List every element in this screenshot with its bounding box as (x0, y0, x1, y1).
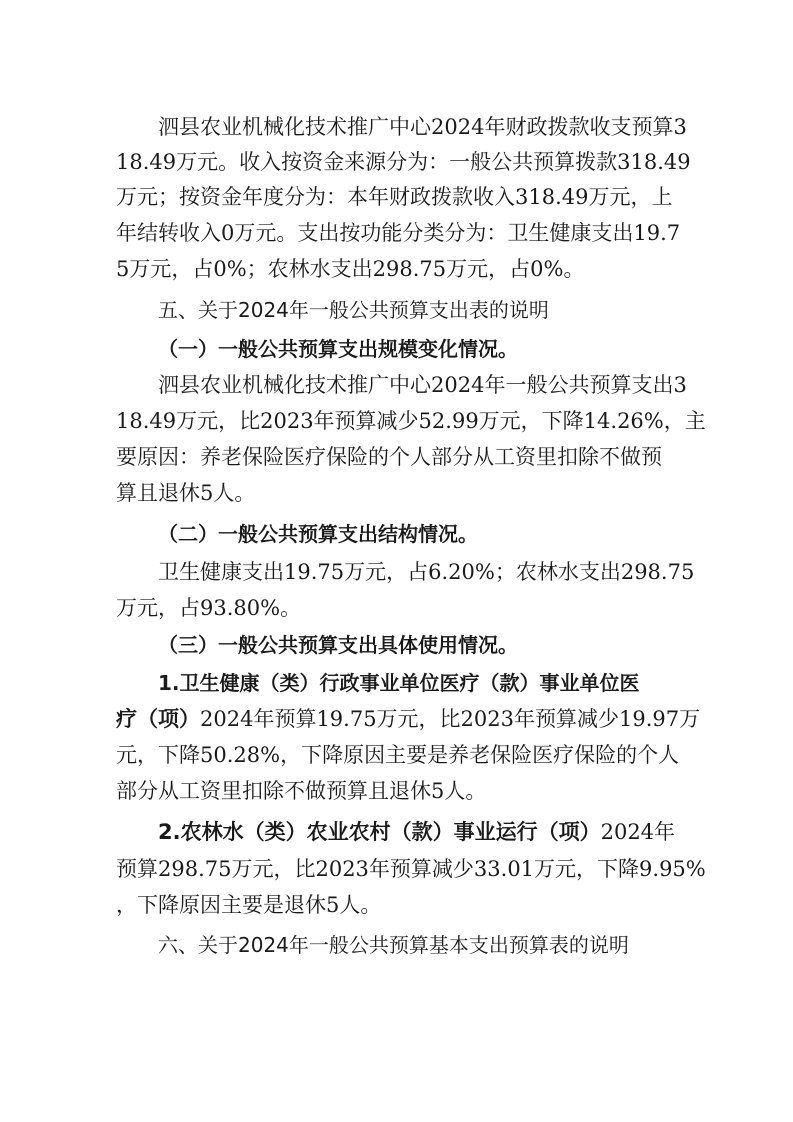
paragraph-line: 元，下降50.28%，下降原因主要是养老保险医疗保险的个人 (116, 743, 680, 767)
item-2-text: 2024年 (600, 820, 676, 844)
subsection-heading-3: （三）一般公共预算支出具体使用情况。 (158, 633, 518, 657)
paragraph-line: 算且退休5人。 (116, 481, 256, 505)
item-2-heading: 2.农林水（类）农业农村（款）事业运行（项） (158, 820, 601, 844)
item-1-heading: 1.卫生健康（类）行政事业单位医疗（款）事业单位医 (158, 671, 640, 695)
paragraph-line: 泗县农业机械化技术推广中心2024年财政拨款收支预算3 (158, 115, 687, 139)
subsection-heading-1: （一）一般公共预算支出规模变化情况。 (158, 337, 518, 361)
paragraph-line: 18.49万元。收入按资金来源分为：一般公共预算拨款318.49 (116, 150, 691, 174)
paragraph-line: 部分从工资里扣除不做预算且退休5人。 (116, 779, 487, 803)
paragraph-line: 5万元，占0%；农林水支出298.75万元，占0%。 (116, 257, 585, 281)
section-heading-6: 六、关于2024年一般公共预算基本支出预算表的说明 (158, 933, 629, 957)
paragraph-line: 预算298.75万元，比2023年预算减少33.01万元，下降9.95% (116, 857, 706, 881)
section-heading-5: 五、关于2024年一般公共预算支出表的说明 (158, 298, 549, 322)
paragraph-line: 万元；按资金年度分为：本年财政拨款收入318.49万元，上 (116, 185, 673, 209)
paragraph-line: 年结转收入0万元。支出按功能分类分为：卫生健康支出19.7 (116, 221, 681, 245)
paragraph-line: ，下降原因主要是退休5人。 (116, 893, 382, 917)
item-1-heading-continued: 疗（项） (116, 707, 200, 731)
paragraph-line: 18.49万元，比2023年预算减少52.99万元，下降14.26%，主 (116, 409, 706, 433)
paragraph-line: 泗县农业机械化技术推广中心2024年一般公共预算支出3 (158, 373, 687, 397)
paragraph-line: 卫生健康支出19.75万元，占6.20%；农林水支出298.75 (158, 560, 695, 584)
item-2-line (158, 817, 758, 847)
subsection-heading-2: （二）一般公共预算支出结构情况。 (158, 522, 478, 546)
item-1-line (116, 704, 716, 734)
paragraph-line: 万元，占93.80%。 (116, 596, 302, 620)
item-1-text: 2024年预算19.75万元，比2023年预算减少19.97万 (200, 707, 701, 731)
paragraph-line: 要原因：养老保险医疗保险的个人部分从工资里扣除不做预 (116, 445, 662, 469)
